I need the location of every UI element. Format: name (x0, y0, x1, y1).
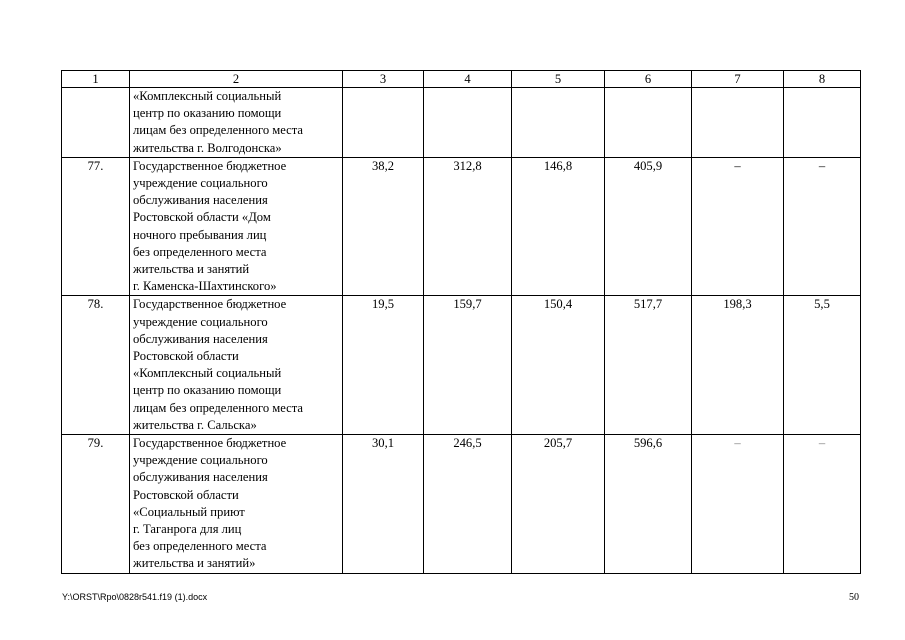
cell-col3: 19,5 (343, 296, 424, 435)
cell-col5: 146,8 (512, 157, 605, 296)
header-cell: 1 (62, 71, 130, 88)
cell-col4: 312,8 (424, 157, 512, 296)
cell-col7: – (692, 435, 784, 574)
cell-col7 (692, 88, 784, 158)
cell-col4 (424, 88, 512, 158)
table-row (62, 435, 861, 574)
cell-col4: 246,5 (424, 435, 512, 574)
row-number: 79. (62, 435, 130, 574)
header-cell: 4 (424, 71, 512, 88)
cell-col5: 205,7 (512, 435, 605, 574)
data-table (61, 70, 861, 574)
table-row (62, 157, 861, 296)
cell-col8: – (784, 157, 861, 296)
cell-col5: 150,4 (512, 296, 605, 435)
cell-col6 (605, 88, 692, 158)
row-number: 77. (62, 157, 130, 296)
cell-col4: 159,7 (424, 296, 512, 435)
row-number (62, 88, 130, 158)
cell-col3 (343, 88, 424, 158)
header-cell: 5 (512, 71, 605, 88)
row-number: 78. (62, 296, 130, 435)
footer-file-path: Y:\ORST\Rpo\0828r541.f19 (1).docx (62, 592, 208, 602)
cell-col7: – (692, 157, 784, 296)
table-row (62, 88, 861, 158)
cell-col6: 517,7 (605, 296, 692, 435)
header-cell: 7 (692, 71, 784, 88)
header-cell: 6 (605, 71, 692, 88)
cell-col8 (784, 88, 861, 158)
institution-name: Государственное бюджетное учреждение социального обслуживания населения Ростовской области «Дом ночного пребывания лиц без определенного места жительства и занятий г. Каменска-Шахтинского» (130, 157, 343, 296)
institution-name: Государственное бюджетное учреждение социального обслуживания населения Ростовской области «Социальный приют г. Таганрога для лиц без определенного места жительства и занятий» (130, 435, 343, 574)
header-cell: 8 (784, 71, 861, 88)
cell-col8: – (784, 435, 861, 574)
cell-col5 (512, 88, 605, 158)
header-cell: 2 (130, 71, 343, 88)
table-row (62, 296, 861, 435)
table-header-row (62, 71, 861, 88)
header-cell: 3 (343, 71, 424, 88)
cell-col6: 405,9 (605, 157, 692, 296)
cell-col3: 30,1 (343, 435, 424, 574)
cell-col3: 38,2 (343, 157, 424, 296)
cell-col6: 596,6 (605, 435, 692, 574)
cell-col8: 5,5 (784, 296, 861, 435)
institution-name: Государственное бюджетное учреждение социального обслуживания населения Ростовской области «Комплексный социальный центр по оказанию помощи лицам без определенного места жительства г. Сальска» (130, 296, 343, 435)
cell-col7: 198,3 (692, 296, 784, 435)
institution-name: «Комплексный социальный центр по оказанию помощи лицам без определенного места жительства г. Волгодонска» (130, 88, 343, 158)
footer-page-number: 50 (849, 592, 859, 603)
